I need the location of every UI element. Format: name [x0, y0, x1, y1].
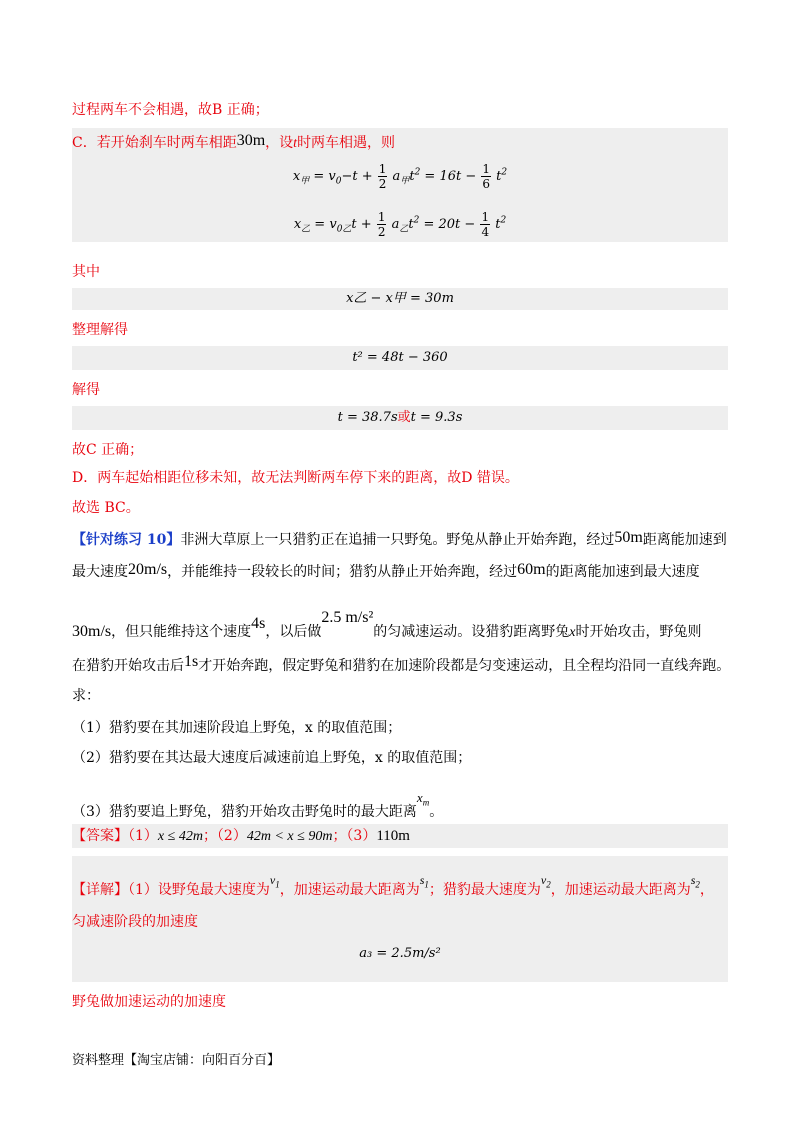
equation-diff: x乙 − x甲 = 30m	[346, 291, 454, 306]
text-line: 其中	[72, 264, 100, 280]
detail-line: 野兔做加速运动的加速度	[72, 994, 226, 1010]
equation-x-jia: $x_甲 = v_0-t$ + $\frac{1}{2}$ $a_甲t^2 = 16t$ − $\frac{1}{6}$ $t^2$	[292, 162, 508, 191]
text-line: C．若开始刹车时两车相距30m，设t时两车相遇，则	[72, 132, 396, 151]
text-line: 故选 BC。	[72, 500, 140, 516]
detail-line: 匀减速阶段的加速度	[72, 914, 198, 930]
footer-source: 资料整理【淘宝店铺：向阳百分百】	[72, 1053, 281, 1068]
answer-line: 【答案】（1）x ≤ 42m；（2）42m < x ≤ 90m；（3）110m	[72, 828, 410, 844]
problem-tag: 【针对练习 10】	[72, 532, 181, 548]
text-line: 过程两车不会相遇，故B 正确；	[72, 102, 269, 118]
text-line: 解得	[72, 382, 100, 398]
equation-solutions: t = 38.7s或t = 9.3s	[337, 410, 463, 425]
problem-line: 最大速度20m/s，并能维持一段较长的时间；猎豹从静止开始奔跑，经过60m的距离能加速到最大速度	[72, 561, 700, 580]
problem-line: 求：	[72, 688, 100, 704]
equation-x-yi: $x_乙 = v_{0乙}t$ + $\frac{1}{2}$ $a_乙t^2 = 20t$ − $\frac{1}{4}$ $t^2$	[293, 210, 507, 239]
question-3: （3）猎豹要追上野兔，猎豹开始攻击野兔时的最大距离$x_m$。	[72, 790, 444, 820]
equation-quadratic: t² = 48t − 360	[352, 350, 448, 365]
question-1: （1）猎豹要在其加速阶段追上野兔，x 的取值范围；	[72, 720, 402, 736]
text-line: 故C 正确；	[72, 442, 144, 458]
problem-line: 30m/s，但只能维持这个速度4s，以后做2.5 m/s²的匀减速运动。设猎豹距离野兔x时开始攻击，野兔则	[72, 609, 702, 640]
detail-line: 【详解】（1）设野兔最大速度为$v_1$，加速运动最大距离为$s_1$；猎豹最大速度为$v_2$，加速运动最大距离为$s_2$，	[72, 873, 714, 898]
text-line: 整理解得	[72, 322, 128, 338]
problem-line: 在猎豹开始攻击后1s才开始奔跑，假定野兔和猎豹在加速阶段都是匀变速运动，且全程均沿同一直线奔跑。	[72, 653, 731, 674]
question-2: （2）猎豹要在其达最大速度后减速前追上野兔，x 的取值范围；	[72, 750, 472, 766]
text-line: D．两车起始相距位移未知，故无法判断两车停下来的距离，故D 错误。	[72, 470, 519, 486]
problem-line: 【针对练习 10】非洲大草原上一只猎豹正在追捕一只野兔。野兔从静止开始奔跑，经过50m距离能加速到	[72, 529, 727, 548]
equation-a3: a₃ = 2.5m/s²	[359, 946, 441, 961]
